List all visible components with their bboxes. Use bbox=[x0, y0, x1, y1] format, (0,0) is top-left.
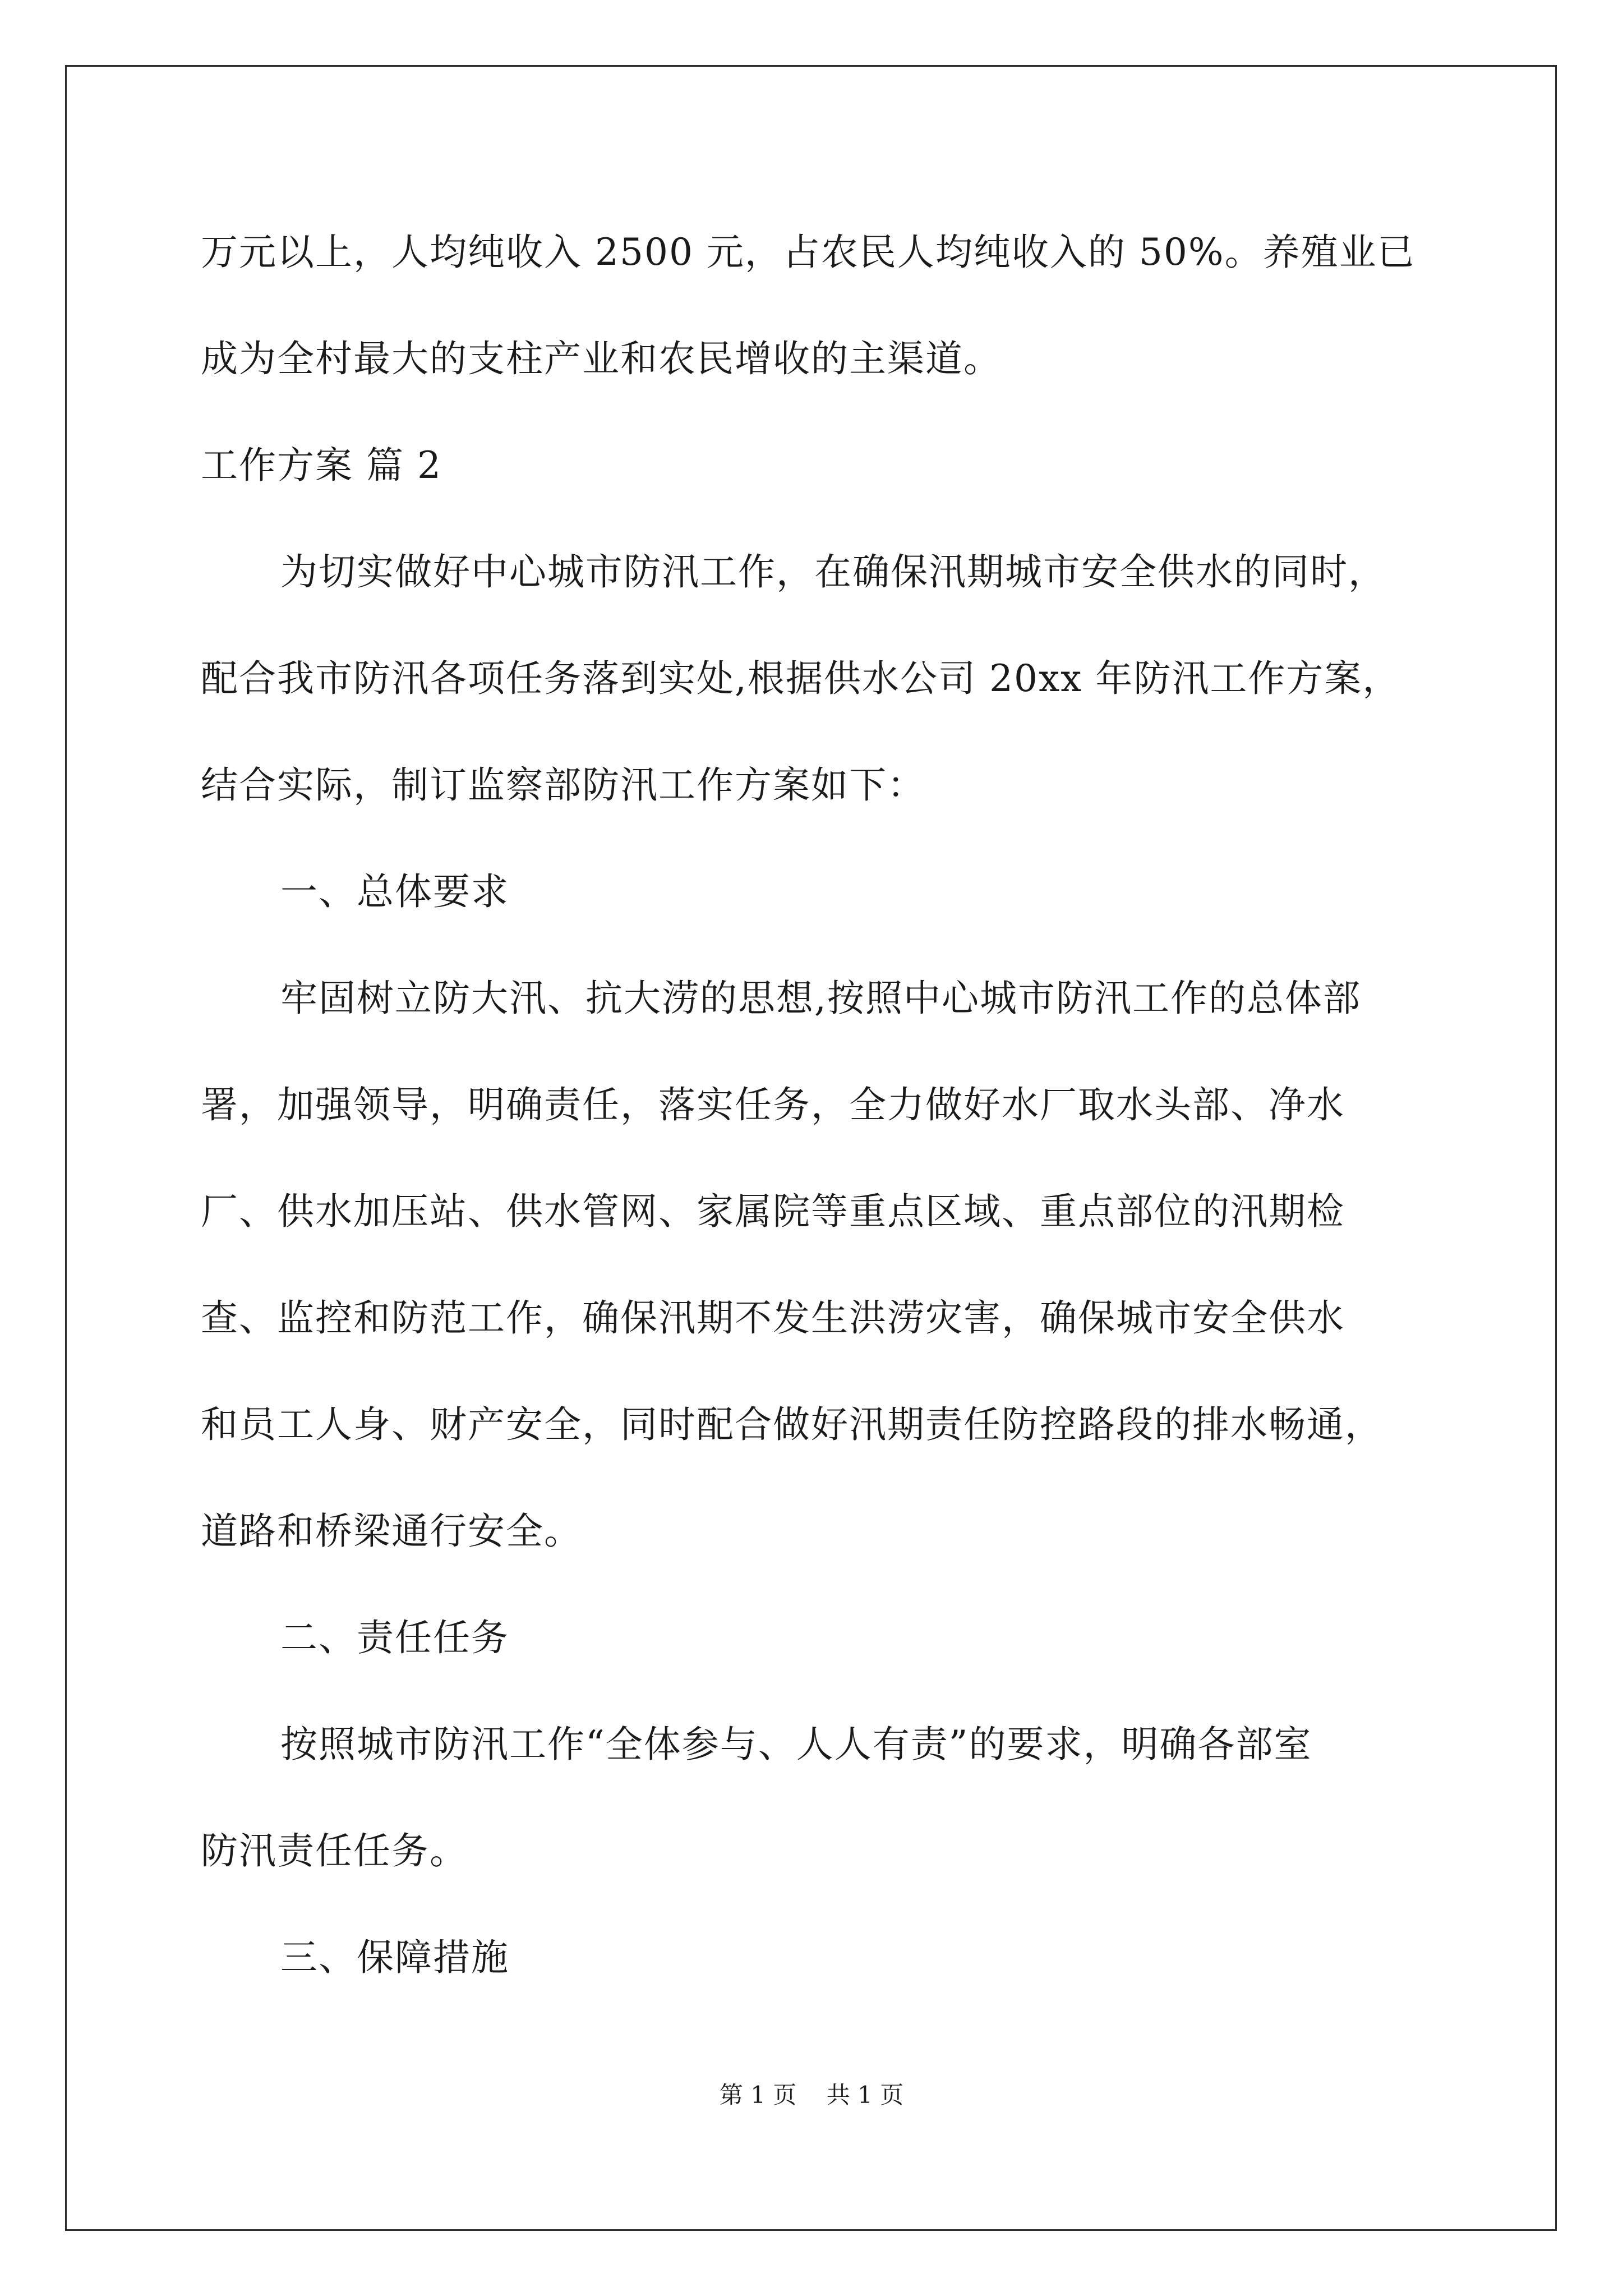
paragraph-line: 防汛责任任务。 bbox=[201, 1829, 468, 1872]
paragraph-line: 结合实际，制订监察部防汛工作方案如下： bbox=[201, 763, 925, 807]
paragraph-line: 牢固树立防大汛、抗大涝的思想,按照中心城市防汛工作的总体部 bbox=[280, 977, 1361, 1020]
paragraph-line: 为切实做好中心城市防汛工作，在确保汛期城市安全供水的同时， bbox=[280, 550, 1386, 593]
paragraph-line: 查、监控和防范工作，确保汛期不发生洪涝灾害，确保城市安全供水 bbox=[201, 1296, 1345, 1340]
paragraph-line: 厂、供水加压站、供水管网、家属院等重点区域、重点部位的汛期检 bbox=[201, 1190, 1345, 1233]
subsection-heading: 二、责任任务 bbox=[280, 1616, 509, 1659]
paragraph-line: 成为全村最大的支柱产业和农民增收的主渠道。 bbox=[201, 337, 1002, 380]
subsection-heading: 三、保障措施 bbox=[280, 1936, 509, 1979]
page-border bbox=[65, 65, 1557, 2231]
section-heading: 工作方案 篇 2 bbox=[201, 444, 442, 487]
page-footer: 第 1 页 共 1 页 bbox=[719, 2081, 904, 2109]
paragraph-line: 配合我市防汛各项任务落到实处,根据供水公司 20xx 年防汛工作方案， bbox=[201, 657, 1401, 700]
paragraph-line: 万元以上，人均纯收入 2500 元，占农民人均纯收入的 50%。养殖业已 bbox=[201, 231, 1415, 274]
paragraph-line: 和员工人身、财产安全，同时配合做好汛期责任防控路段的排水畅通， bbox=[201, 1403, 1383, 1446]
paragraph-line: 署，加强领导，明确责任，落实任务，全力做好水厂取水头部、净水 bbox=[201, 1083, 1345, 1126]
paragraph-line: 道路和桥梁通行安全。 bbox=[201, 1510, 582, 1553]
paragraph-line: 按照城市防汛工作“全体参与、人人有责”的要求，明确各部室 bbox=[280, 1723, 1312, 1766]
subsection-heading: 一、总体要求 bbox=[280, 870, 509, 913]
